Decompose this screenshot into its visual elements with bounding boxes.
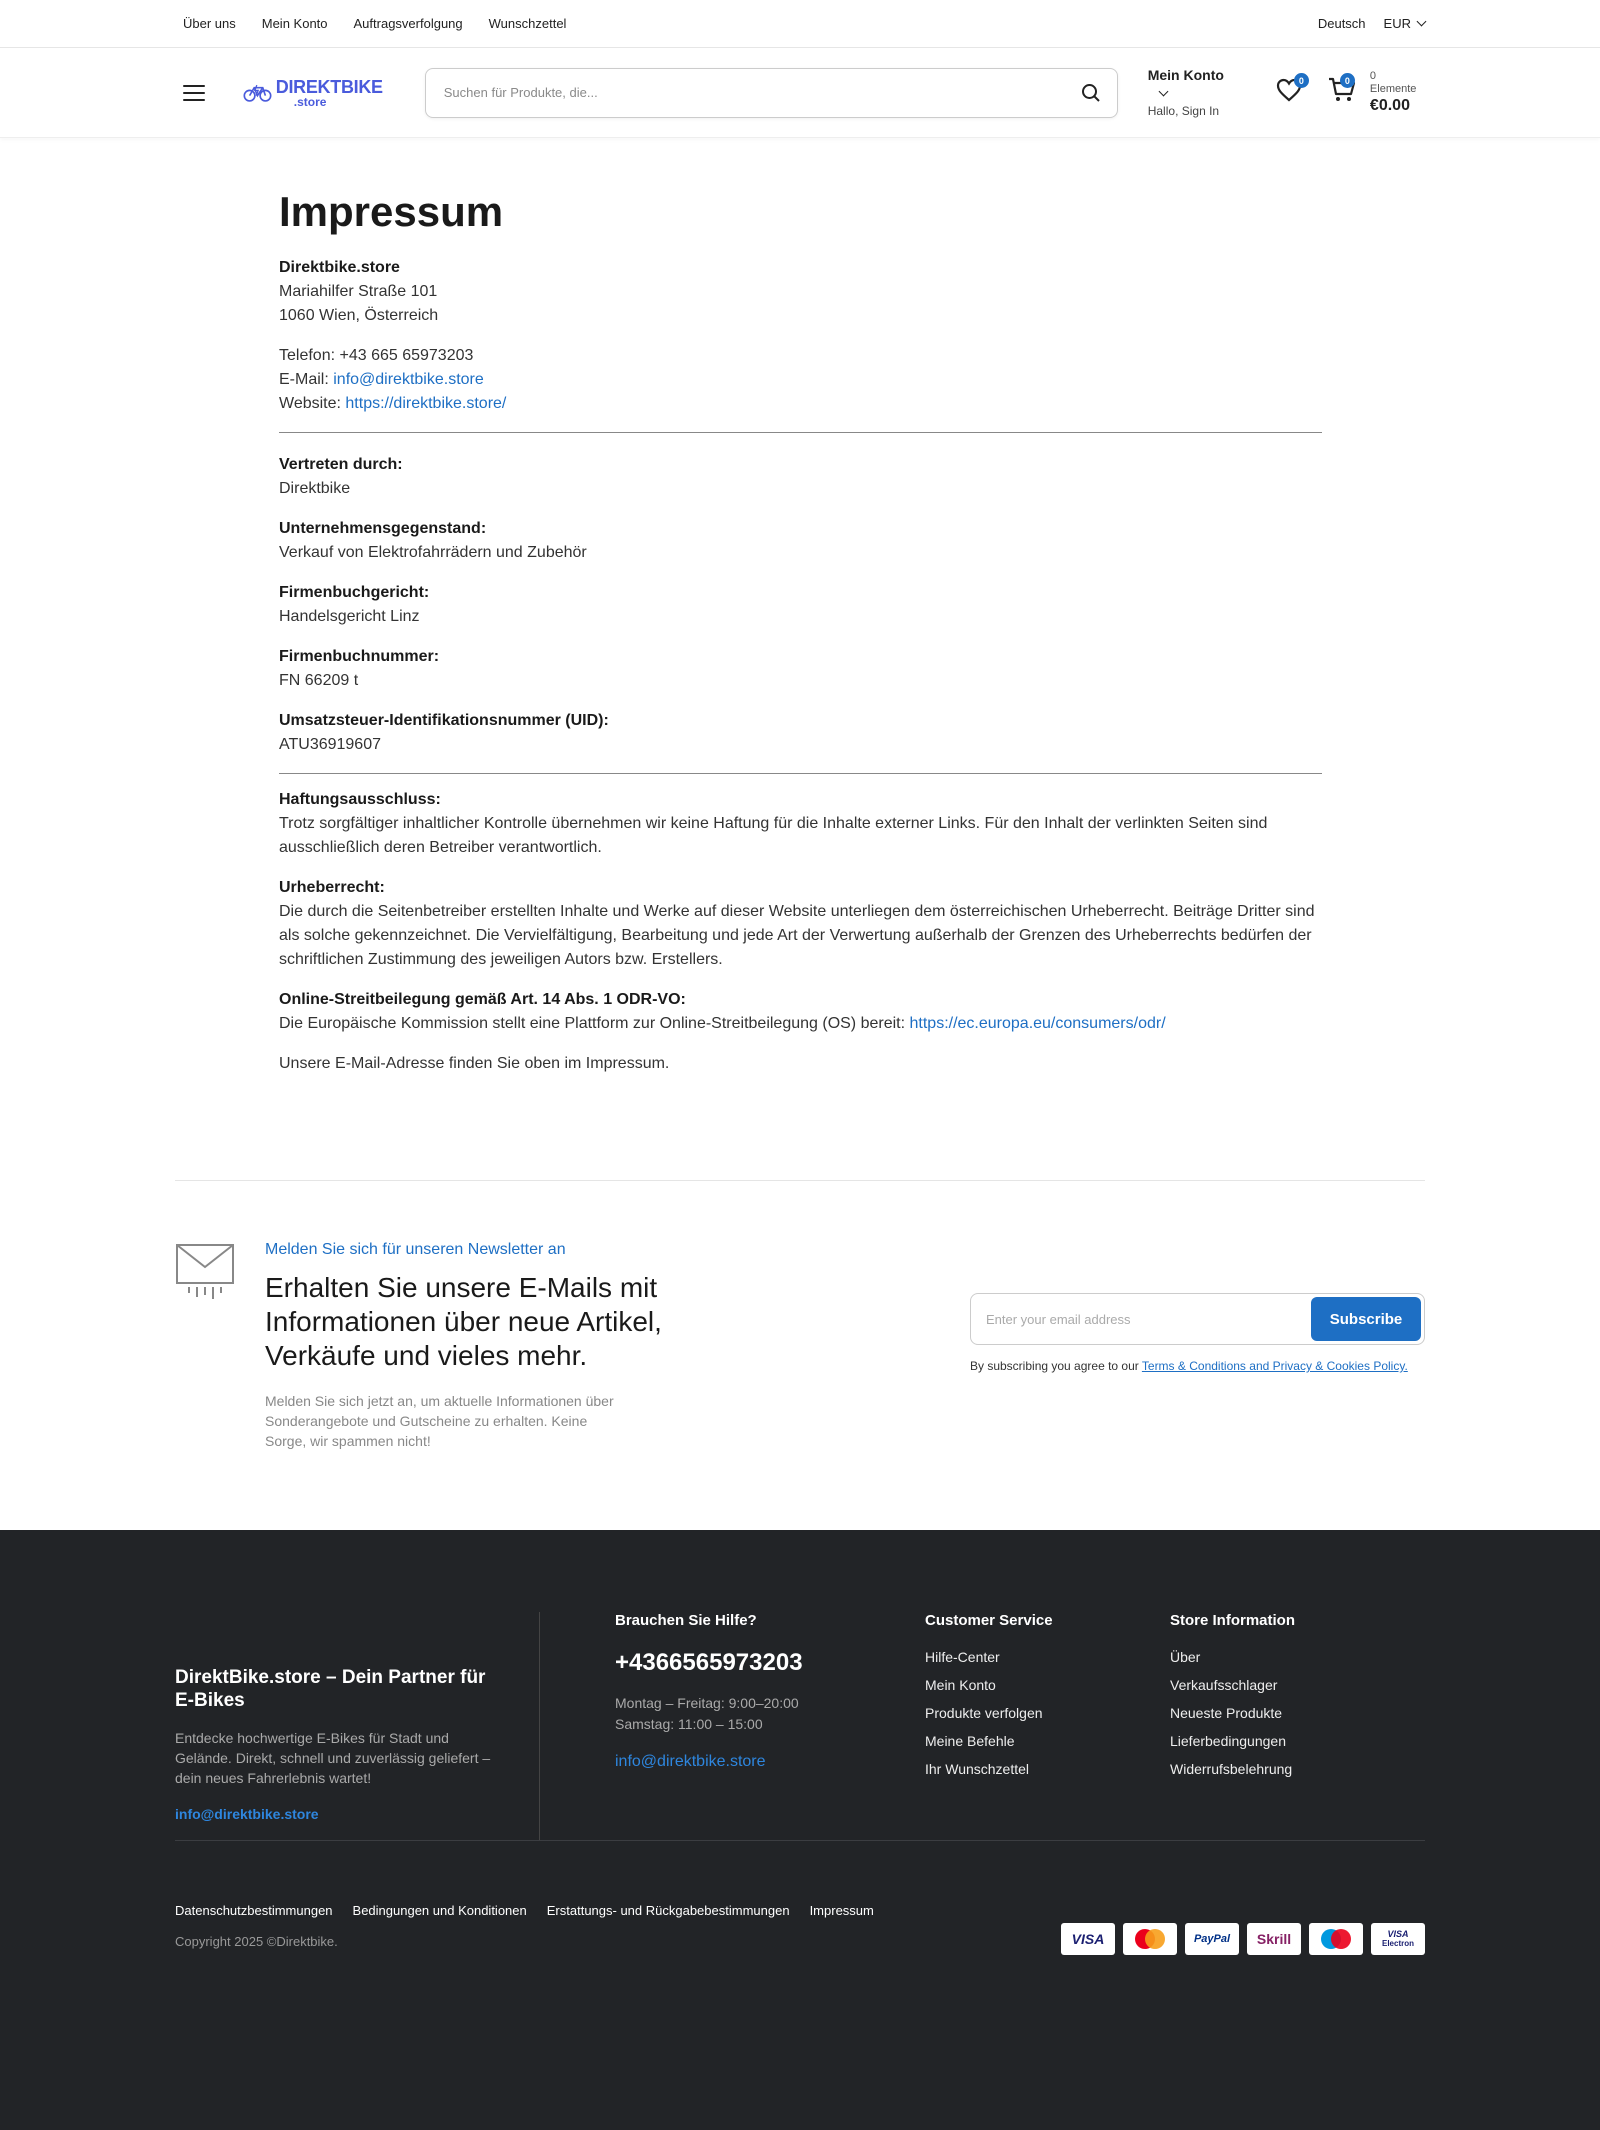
top-link-wishlist[interactable]: Wunschzettel <box>488 16 567 31</box>
customer-service-heading: Customer Service <box>925 1612 1053 1629</box>
logo-subtext: .store <box>293 94 327 109</box>
visa-electron-icon: VISA Electron <box>1371 1923 1425 1955</box>
menu-icon[interactable] <box>183 85 205 101</box>
footer-brand-heading: DirektBike.store – Dein Partner für E-Bikes <box>175 1667 486 1711</box>
footer-link[interactable]: Meine Befehle <box>925 1733 1015 1749</box>
mastercard-icon <box>1123 1923 1177 1955</box>
street: Mariahilfer Straße 101 <box>279 283 438 300</box>
logo-text: DIREKTBIKE <box>275 76 383 97</box>
section-label: Haftungsausschluss: <box>279 791 441 808</box>
footer-brand <box>175 1612 540 1840</box>
terms-link[interactable]: Terms & Conditions and Privacy & Cookies Policy. <box>1141 1359 1408 1373</box>
newsletter-headline: Erhalten Sie unsere E-Mails mit Informationen über neue Artikel, Verkäufe und vieles mehr. <box>265 1272 662 1371</box>
footer-link[interactable]: Mein Konto <box>925 1677 996 1693</box>
skrill-icon: Skrill <box>1247 1923 1301 1955</box>
help-email[interactable]: info@direktbike.store <box>615 1753 766 1770</box>
footer-link[interactable]: Hilfe-Center <box>925 1649 1000 1665</box>
section-copyright <box>279 876 1322 972</box>
account-title: Mein Konto <box>1147 66 1224 83</box>
section-representative <box>279 453 1322 501</box>
help-phone[interactable]: +4366565973203 <box>615 1649 803 1676</box>
footer-link[interactable]: Widerrufsbelehrung <box>1170 1761 1293 1777</box>
section-liability <box>279 788 1322 860</box>
website-link[interactable]: https://direktbike.store/ <box>345 395 507 412</box>
section-label: Vertreten durch: <box>279 456 403 473</box>
section-label: Unternehmensgegenstand: <box>279 520 487 537</box>
maestro-icon <box>1309 1923 1363 1955</box>
section-value: Direktbike <box>279 480 351 497</box>
newsletter-section <box>0 1181 1600 1521</box>
footer-help <box>540 1612 925 1840</box>
store-info-heading: Store Information <box>1170 1612 1296 1629</box>
footer-link[interactable]: Lieferbedingungen <box>1170 1733 1286 1749</box>
footer-link[interactable]: Produkte verfolgen <box>925 1705 1043 1721</box>
section-value: FN 66209 t <box>279 672 359 689</box>
paypal-icon: PayPal <box>1185 1923 1239 1955</box>
top-links <box>183 16 566 31</box>
hours-saturday: Samstag: 11:00 – 15:00 <box>615 1716 763 1732</box>
section-label: Firmenbuchgericht: <box>279 584 430 601</box>
footer-brand-email[interactable]: info@direktbike.store <box>175 1806 319 1822</box>
footer-store-information <box>1170 1612 1295 1840</box>
newsletter-form <box>970 1293 1425 1345</box>
top-link-account[interactable]: Mein Konto <box>261 16 328 31</box>
section-value: Verkauf von Elektrofahrrädern und Zubehör <box>279 544 587 561</box>
newsletter-note <box>970 1359 1425 1373</box>
cart-items-count: 0 Elemente <box>1369 69 1417 95</box>
wishlist-button[interactable] <box>1276 75 1304 107</box>
section-value: Handelsgericht Linz <box>279 608 420 625</box>
divider <box>279 432 1322 433</box>
phone-line: Telefon: +43 665 65973203 <box>279 347 474 364</box>
currency-selector[interactable] <box>1384 16 1425 31</box>
legal-link-privacy[interactable]: Datenschutzbestimmungen <box>175 1903 333 1918</box>
note-text: By subscribing you agree to our <box>970 1359 1142 1373</box>
search-input[interactable] <box>425 68 1118 118</box>
hours-weekdays: Montag – Freitag: 9:00–20:00 <box>615 1695 799 1711</box>
wishlist-count-badge: 0 <box>1294 73 1309 88</box>
footer-link[interactable]: Über <box>1170 1649 1201 1665</box>
footer-link[interactable]: Verkaufsschlager <box>1170 1677 1278 1693</box>
cart-summary[interactable] <box>1370 70 1425 116</box>
help-heading: Brauchen Sie Hilfe? <box>615 1612 757 1629</box>
section-text: Die Europäische Kommission stellt eine Plattform zur Online-Streitbeilegung (OS) bereit: <box>279 1015 910 1032</box>
closing-text: Unsere E-Mail-Adresse finden Sie oben im Impressum. <box>279 1055 670 1072</box>
footer-link[interactable]: Ihr Wunschzettel <box>925 1761 1030 1777</box>
section-text: Trotz sorgfältiger inhaltlicher Kontrolle übernehmen wir keine Haftung für die Inhalte externer Links. Für den Inhalt der verlinkten Seiten sind ausschließlich deren Betreiber verantwortlich. <box>279 815 1268 856</box>
email-link[interactable]: info@direktbike.store <box>333 371 484 388</box>
city: 1060 Wien, Österreich <box>279 307 439 324</box>
legal-link-terms[interactable]: Bedingungen und Konditionen <box>352 1903 527 1918</box>
section-label: Urheberrecht: <box>279 879 385 896</box>
divider <box>279 773 1322 774</box>
currency-label: EUR <box>1383 16 1411 31</box>
footer-brand-desc: Entdecke hochwertige E-Bikes für Stadt und Gelände. Direkt, schnell und zuverlässig geliefert – dein neues Fahrerlebnis wartet! <box>175 1730 491 1786</box>
page-title: Impressum <box>279 188 504 235</box>
copyright: Copyright 2025 ©Direktbike. <box>175 1934 338 1949</box>
top-link-order-tracking[interactable]: Auftragsverfolgung <box>353 16 463 31</box>
section-label: Online-Streitbeilegung gemäß Art. 14 Abs. 1 ODR-VO: <box>279 991 686 1008</box>
top-link-about[interactable]: Über uns <box>183 16 236 31</box>
main-header <box>0 48 1600 138</box>
cart-button[interactable] <box>1328 77 1356 108</box>
section-label: Firmenbuchnummer: <box>279 648 440 665</box>
chevron-down-icon <box>1158 87 1168 97</box>
cart-count-badge: 0 <box>1340 73 1355 88</box>
section-text: Die durch die Seitenbetreiber erstellten Inhalte und Werke auf dieser Website unterliegen dem österreichischen Urheberrecht. Beiträge Dritter sind als solche gekennzeichnet. Die Vervielfältigung, Bearbeitung und jede Art der Verwertung außerhalb der Grenzen des Urheberrechts bedürfen der schriftlichen Zustimmung des jeweiligen Autors bzw. Erstellers. <box>279 903 1315 968</box>
footer-link[interactable]: Neueste Produkte <box>1170 1705 1283 1721</box>
section-label: Umsatzsteuer-Identifikationsnummer (UID): <box>279 712 609 729</box>
newsletter-email-input[interactable]: Enter your email address <box>986 1311 1131 1327</box>
email-label: E-Mail: <box>279 371 334 388</box>
legal-link-refunds[interactable]: Erstattungs- und Rückgabebestimmungen <box>546 1903 790 1918</box>
odr-link[interactable]: https://ec.europa.eu/consumers/odr/ <box>909 1015 1166 1032</box>
section-value: ATU36919607 <box>279 736 381 753</box>
site-footer <box>0 1530 1600 2130</box>
visa-icon: VISA <box>1061 1923 1115 1955</box>
contact-info <box>279 344 1322 416</box>
impressum-content <box>0 138 1322 1076</box>
top-bar <box>0 0 1600 48</box>
language-selector[interactable]: Deutsch <box>1317 16 1366 31</box>
site-logo[interactable] <box>243 78 383 108</box>
legal-links <box>175 1903 874 1918</box>
opening-hours <box>615 1693 925 1735</box>
section-court <box>279 581 1322 629</box>
chevron-down-icon <box>1417 17 1427 27</box>
section-register-number <box>279 645 1322 693</box>
newsletter-description: Melden Sie sich jetzt an, um aktuelle Informationen über Sonderangebote und Gutscheine zu erhalten. Keine Sorge, wir spammen nicht! <box>265 1393 614 1449</box>
search-icon[interactable] <box>1081 83 1101 103</box>
account-greeting: Hallo, Sign In <box>1147 104 1220 119</box>
section-odr <box>279 988 1322 1036</box>
subscribe-button[interactable]: Subscribe <box>1311 1297 1421 1341</box>
bike-logo-icon <box>243 78 272 108</box>
cart-total: €0.00 <box>1369 97 1410 115</box>
section-vat-id <box>279 709 1322 757</box>
search-placeholder: Suchen für Produkte, die... <box>443 85 598 100</box>
legal-link-impressum[interactable]: Impressum <box>809 1903 874 1918</box>
footer-customer-service <box>925 1612 1170 1840</box>
company-name: Direktbike.store <box>279 259 400 276</box>
envelope-icon <box>175 1241 235 1301</box>
payment-methods <box>1061 1923 1425 1955</box>
account-menu[interactable] <box>1148 66 1242 120</box>
company-address <box>279 256 1322 328</box>
section-business-purpose <box>279 517 1322 565</box>
website-label: Website: <box>279 395 346 412</box>
newsletter-title: Melden Sie sich für unseren Newsletter an <box>265 1241 566 1258</box>
